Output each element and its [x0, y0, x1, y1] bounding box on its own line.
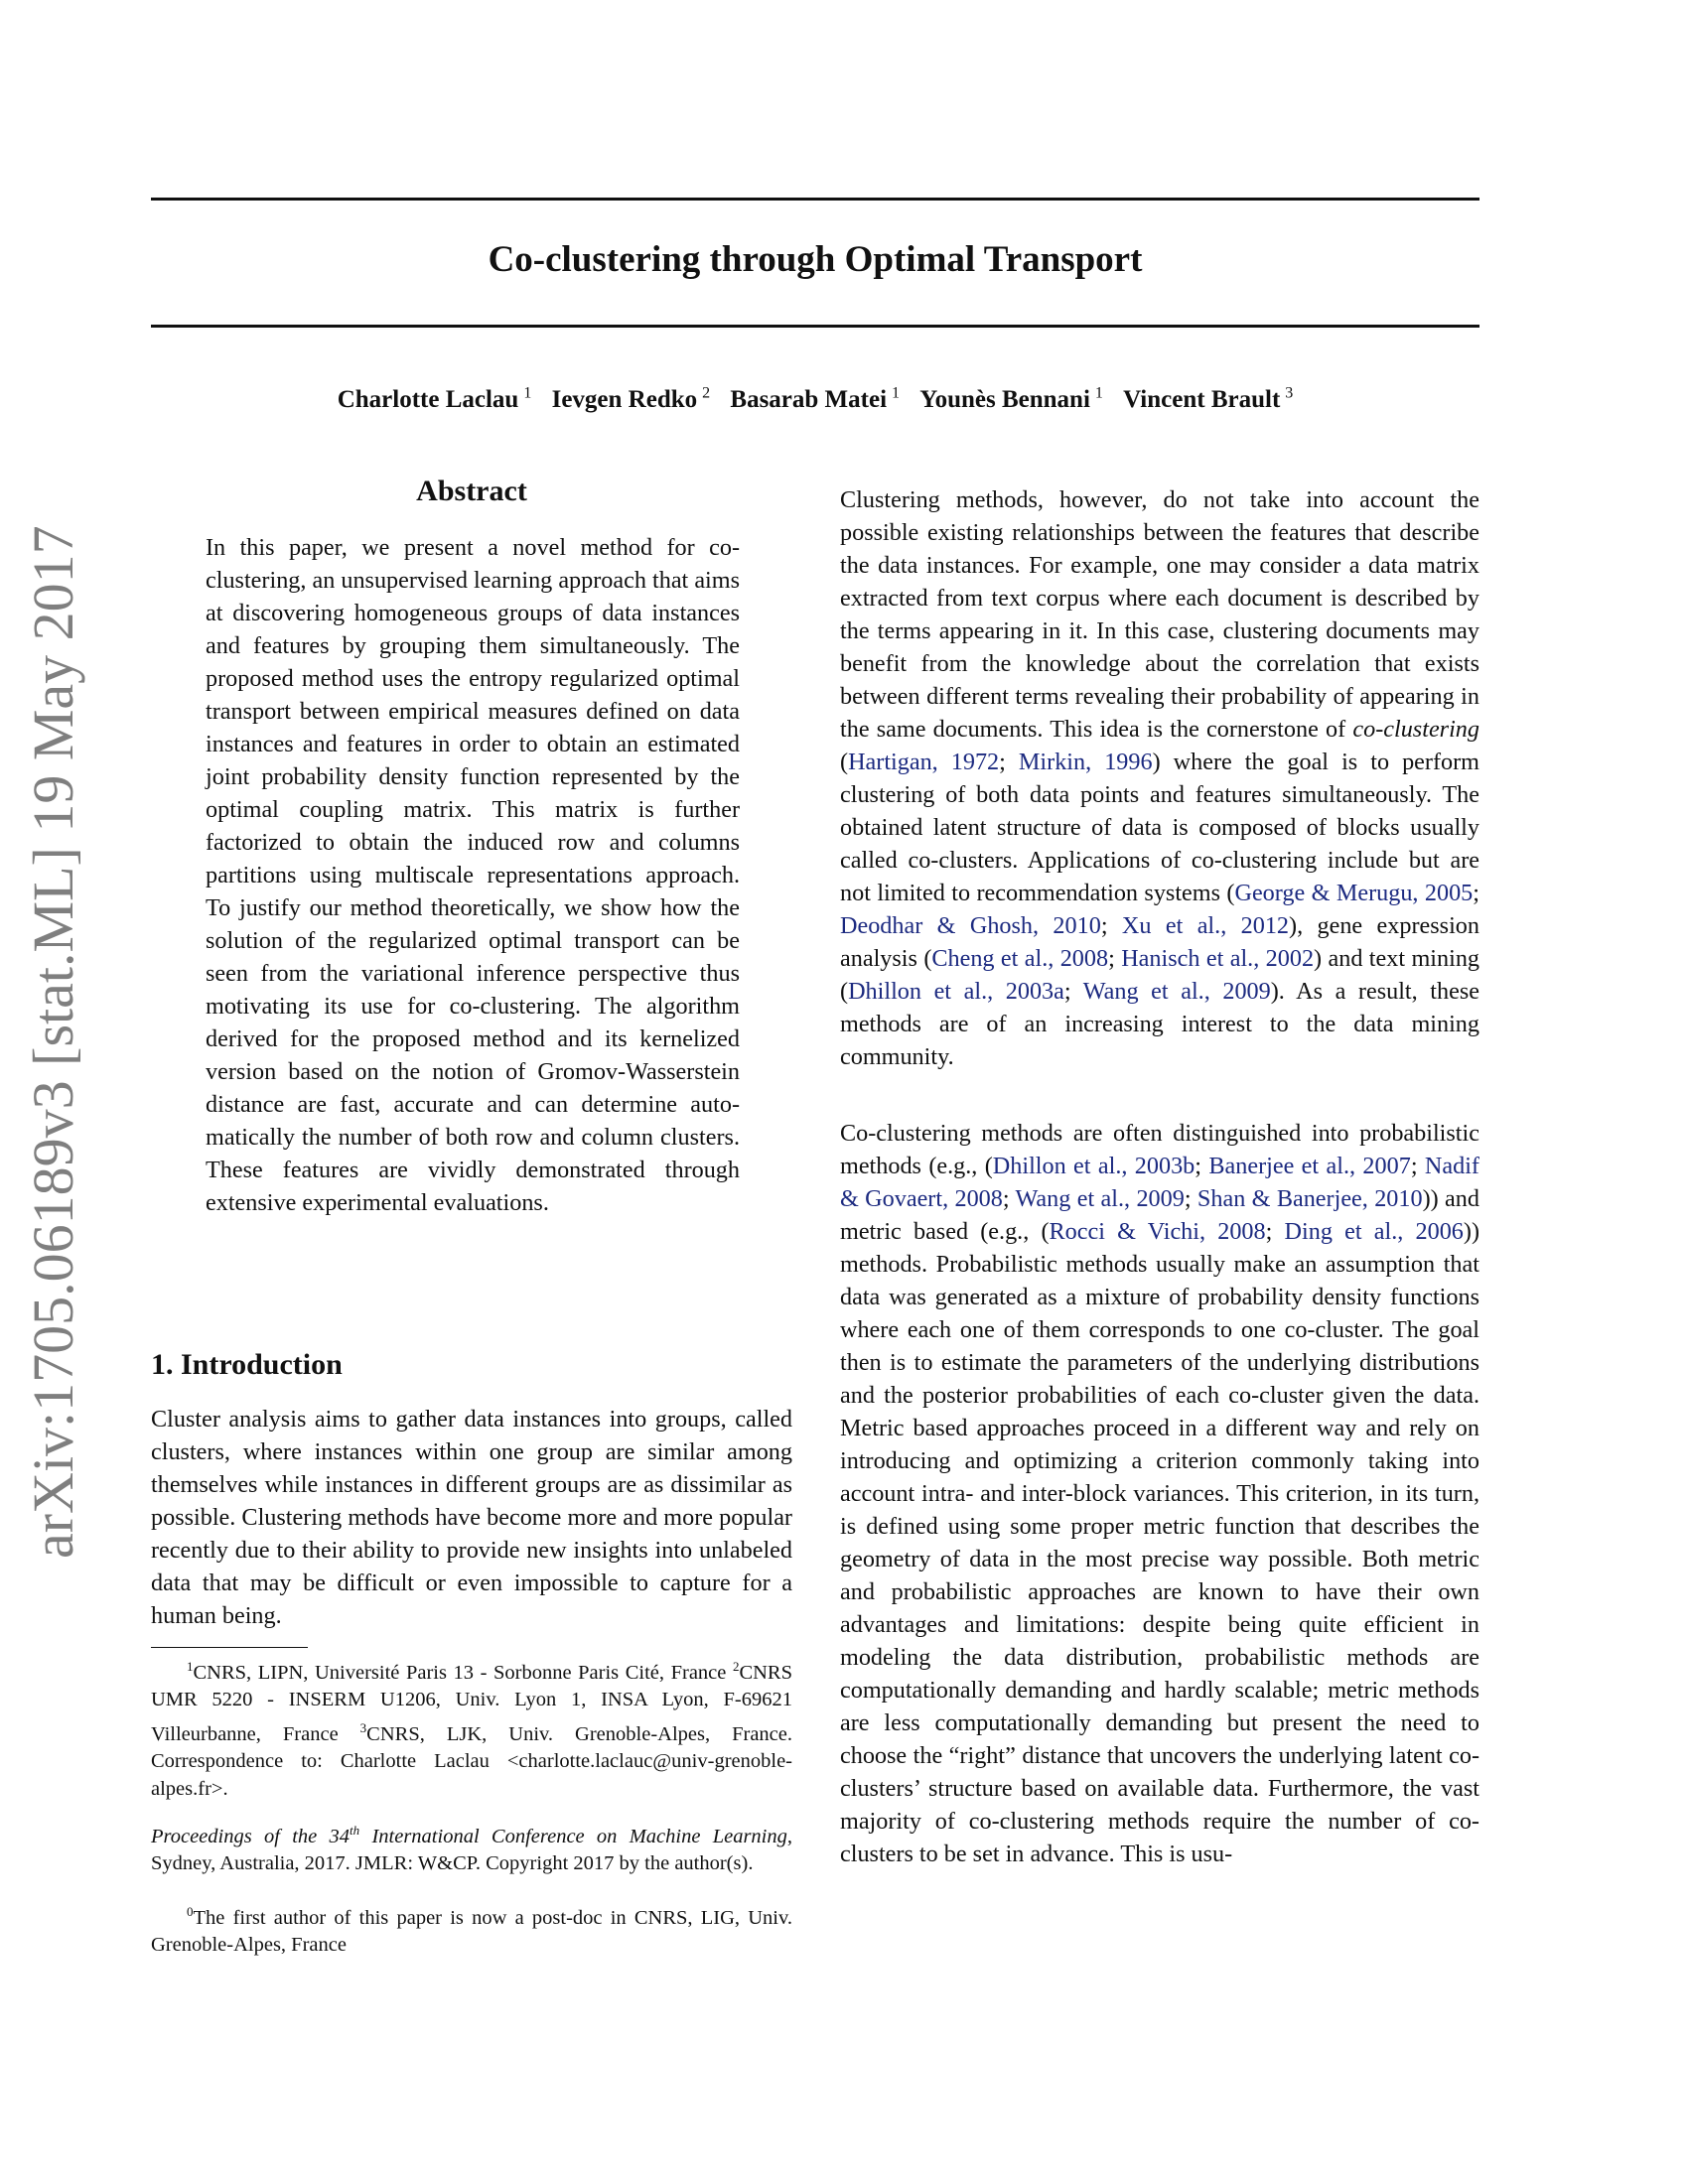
body-text: ) where the goal is to perform clustering of both data points and features simultaneously. The obtained latent structure of data is composed of blocks usually called co-clusters. Applications of co-clustering include but are not limited to recommendation systems (	[840, 749, 1479, 906]
footnote-proceedings: Proceedings of the 34th International Conference on Machine Learning, Sydney, Australia, 2017. JMLR: W&CP. Copyright 2017 by the author(s).	[151, 1823, 793, 1875]
body-text: ;	[1195, 1153, 1209, 1179]
body-text: Clustering methods, however, do not take into account the possible existing relationships between the features that describe the data instances. For example, one may consider a data matrix extracted from text corpus where each document is described by the terms appearing in it. In this case, clustering documents may benefit from the knowledge about the correlation that exists between different terms revealing their probability of appearing in the same documents. This idea is the cornerstone of	[840, 486, 1479, 743]
citation-link[interactable]: Cheng et al., 2008	[931, 945, 1109, 972]
footnote-author-note: $^0$The first author of this paper is now a post-doc in CNRS, LIG, Univ. Grenoble-Alpes, France	[151, 1904, 792, 1957]
citation-link[interactable]: Hanisch et al., 2002	[1121, 945, 1315, 972]
paper-title: Co-clustering through Optimal Transport	[488, 239, 1143, 280]
body-text: )) methods. Probabilistic methods usually make an assumption that data was generated as a mixture of probability density functions where each one of them corresponds to one co-cluster. The goal then is to estimate the parameters of the underlying distributions and the posterior probabilities of each co-cluster given the data. Metric based approaches proceed in a different way and rely on introducing and optimizing a criterion commonly taking into account intra- and inter-block variances. This criterion, in its turn, is defined using some proper metric function that describes the geometry of data in the most precise way possible. Both metric and probabilistic approaches are known to have their own advantages and limitations: despite being quite efficient in modeling the data distribution, probabilistic methods are computationally demanding and hardly scalable; metric methods are less computationally demanding but present the need to choose the “right” distance that uncovers the underlying latent co-clusters’ structure based on available data. Furthermore, the vast majority of co-clustering methods require the number of co-clusters to be set in advance. This is usu-	[840, 1218, 1479, 1867]
citation-link[interactable]: Mirkin, 1996	[1018, 749, 1153, 775]
arxiv-stamp: arXiv:1705.06189v3 [stat.ML] 19 May 2017	[21, 525, 85, 1559]
citation-link[interactable]: Deodhar & Ghosh, 2010	[840, 912, 1101, 939]
right-paragraph-1	[840, 483, 1479, 1073]
body-text: ;	[1265, 1218, 1285, 1245]
citation-link[interactable]: Wang et al., 2009	[1082, 978, 1271, 1005]
author: Younès Bennani $^1$	[919, 385, 1103, 414]
body-text: ;	[1002, 1185, 1016, 1212]
footnote-affiliations: $^1$CNRS, LIPN, Université Paris 13 - Sorbonne Paris Cité, France $^2$CNRS UMR 5220 - INSERM U1206, Univ. Lyon 1, INSA Lyon, F-69621 Villeurbanne, France $^3$CNRS, LJK, Univ. Grenoble-Alpes, France. Correspondence to: Charlotte Laclau <charlotte.laclauc@univ-grenoble-alpes.fr>.	[151, 1659, 792, 1800]
citation-link[interactable]: Hartigan, 1972	[848, 749, 1000, 775]
abstract-heading: Abstract	[416, 475, 527, 507]
citation-link[interactable]: Banerjee et al., 2007	[1208, 1153, 1411, 1179]
right-paragraph-2	[840, 1117, 1479, 1870]
section-heading-introduction: 1. Introduction	[151, 1348, 343, 1381]
body-text: (	[840, 749, 849, 775]
author: Basarab Matei $^1$	[730, 385, 901, 414]
emphasis-text: co-clustering	[1352, 716, 1479, 743]
title-bottom-rule	[151, 325, 1479, 328]
author: Ievgen Redko $^2$	[551, 385, 711, 414]
body-text: ;	[999, 749, 1019, 775]
body-text: ;	[1108, 945, 1122, 972]
body-text: ;	[1473, 880, 1480, 906]
body-text: ;	[1184, 1185, 1197, 1212]
citation-link[interactable]: Dhillon et al., 2003b	[992, 1153, 1196, 1179]
body-text: ;	[1100, 912, 1122, 939]
citation-link[interactable]: George & Merugu, 2005	[1234, 880, 1474, 906]
title-top-rule	[151, 198, 1479, 201]
author: Vincent Brault $^3$	[1123, 385, 1294, 414]
citation-link[interactable]: Ding et al., 2006	[1284, 1218, 1464, 1245]
body-text: ), gene expression analysis (	[840, 912, 1479, 972]
citation-link[interactable]: Nadif & Govaert, 2008	[840, 1153, 1479, 1212]
body-text: ) and text mining (	[840, 945, 1480, 1005]
citation-link[interactable]: Wang et al., 2009	[1015, 1185, 1185, 1212]
citation-link[interactable]: Xu et al., 2012	[1121, 912, 1290, 939]
body-text: )) and metric based (e.g., (	[840, 1185, 1479, 1245]
body-text: Co-clustering methods are often distinguished into probabilistic methods (e.g., (	[840, 1120, 1479, 1179]
citation-link[interactable]: Shan & Banerjee, 2010	[1196, 1185, 1423, 1212]
author-list	[151, 385, 1479, 414]
citation-link[interactable]: Dhillon et al., 2003a	[848, 978, 1064, 1005]
footnote-rule	[151, 1647, 308, 1648]
introduction-paragraph: Cluster analysis aims to gather data instances into groups, called clusters, where instances within one group are similar among themselves while instances in different groups are as dissimilar as possible. Clustering methods have become more and more popular recently due to their ability to provide new insights into unlabeled data that may be difficult or even impossible to capture for a human being.	[151, 1406, 792, 1629]
abstract-body: In this paper, we present a novel method for co-clustering, an unsupervised learning approach that aims at discovering homogeneous groups of data instances and features by grouping them simultaneously. The proposed method uses the entropy regularized optimal transport between empirical measures defined on data instances and features in order to obtain an estimated joint probability density function represented by the optimal coupling matrix. This matrix is further factorized to obtain the induced row and columns partitions using multiscale representations approach. To justify our method theoretically, we show how the solution of the regularized optimal transport can be seen from the variational inference perspective thus motivating its use for co-clustering. The algorithm derived for the proposed method and its kernelized version based on the notion of Gromov-Wasserstein distance are fast, accurate and can determine automatically the number of both row and column clusters. These features are vividly demonstrated through extensive experimental evaluations.	[206, 534, 741, 1216]
author: Charlotte Laclau $^1$	[337, 385, 532, 414]
citation-link[interactable]: Rocci & Vichi, 2008	[1049, 1218, 1266, 1245]
body-text: ;	[1063, 978, 1083, 1005]
body-text: ). As a result, these methods are of an increasing interest to the data mining community.	[840, 978, 1479, 1070]
body-text: ;	[1410, 1153, 1425, 1179]
